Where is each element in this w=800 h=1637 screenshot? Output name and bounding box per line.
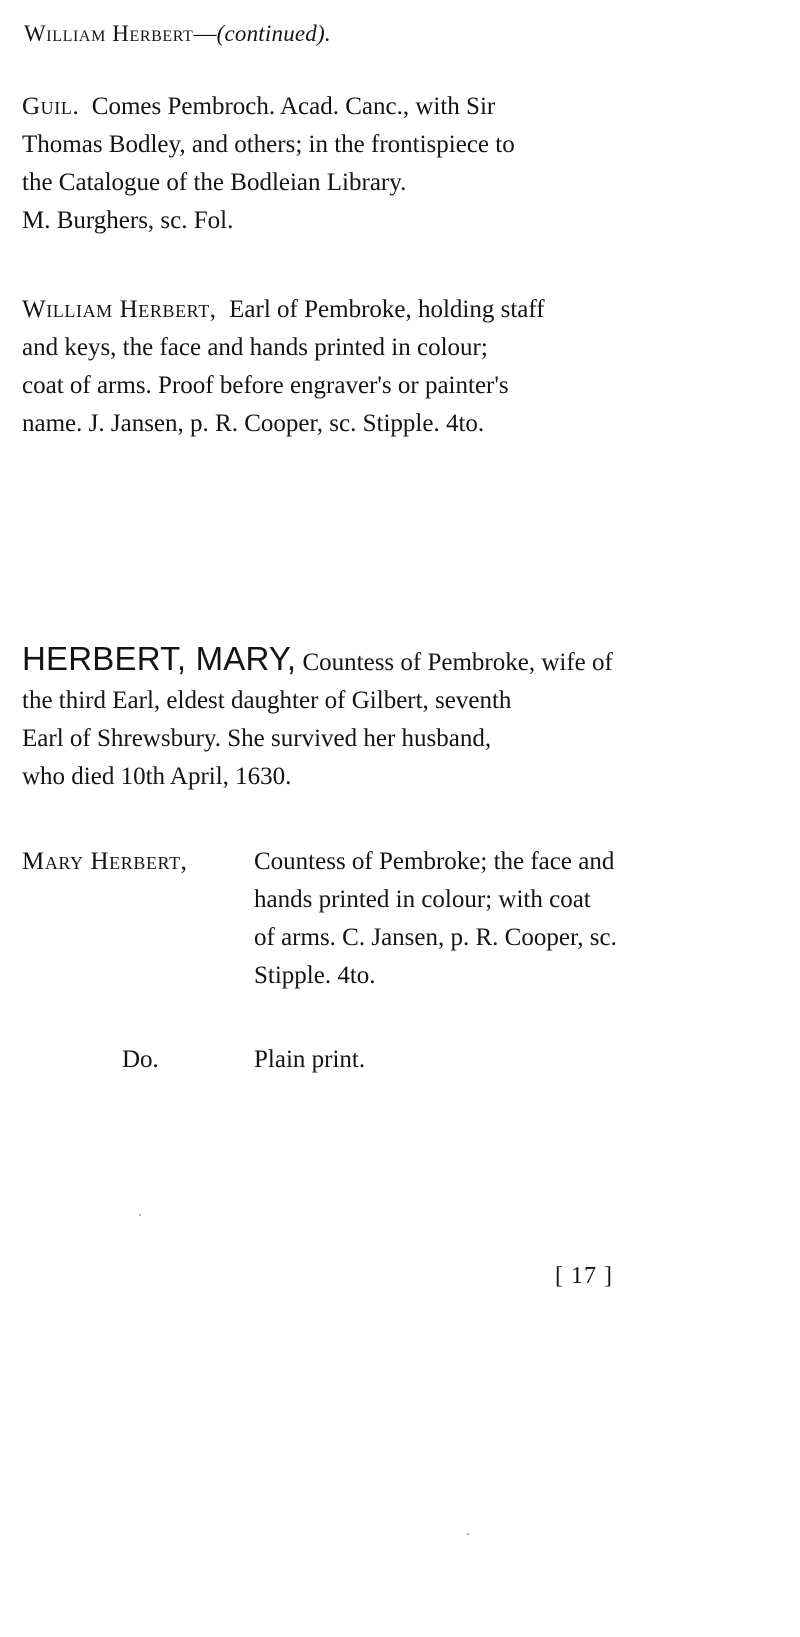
entry-line: coat of arms. Proof before engraver's or painter's	[22, 372, 509, 399]
entry-line	[22, 88, 792, 126]
entry-line: hands printed in colour; with coat	[254, 886, 591, 913]
biography-text: Countess of Pembroke, wife of	[302, 649, 613, 676]
entry-label: Mary Herbert,	[22, 848, 188, 875]
paper-speck	[139, 1214, 141, 1216]
biography-line: the third Earl, eldest daughter of Gilbert, seventh	[22, 687, 512, 714]
ditto-text: Plain print.	[254, 1046, 366, 1073]
entry-body	[254, 843, 734, 995]
entry-line: Countess of Pembroke; the face and	[254, 848, 615, 875]
biography-line	[22, 640, 734, 682]
entry-line: Stipple. 4to.	[254, 962, 376, 989]
entry-text: Earl of Pembroke, holding staff	[229, 296, 545, 323]
entry-william-herbert	[22, 291, 734, 443]
entry-line: of arms. C. Jansen, p. R. Cooper, sc.	[254, 924, 617, 951]
entry-guil	[22, 88, 792, 240]
entry-line: M. Burghers, sc. Fol.	[22, 207, 234, 234]
page-number: [ 17 ]	[555, 1263, 613, 1289]
biography-line: Earl of Shrewsbury. She survived her husband,	[22, 725, 492, 752]
biography-line: who died 10th April, 1630.	[22, 763, 292, 790]
biography-entry	[22, 640, 734, 796]
running-head	[24, 18, 331, 50]
biography-heading: HERBERT, MARY,	[22, 640, 297, 677]
running-head-dash: —	[193, 21, 217, 46]
entry-text: Comes Pembroch. Acad. Canc., with Sir	[91, 93, 496, 120]
entry-line: the Catalogue of the Bodleian Library.	[22, 169, 407, 196]
entry-line	[22, 291, 734, 329]
entry-line: Thomas Bodley, and others; in the frontispiece to	[22, 131, 515, 158]
ditto-label: Do.	[122, 1046, 159, 1073]
entry-line: name. J. Jansen, p. R. Cooper, sc. Stipple. 4to.	[22, 410, 485, 437]
entry-label: William Herbert,	[22, 296, 217, 323]
paper-speck	[467, 1533, 469, 1535]
running-head-continued: (continued).	[216, 21, 331, 46]
entry-line: and keys, the face and hands printed in colour;	[22, 334, 488, 361]
entry-label: Guil.	[22, 93, 80, 120]
running-head-name: William Herbert	[24, 21, 194, 46]
